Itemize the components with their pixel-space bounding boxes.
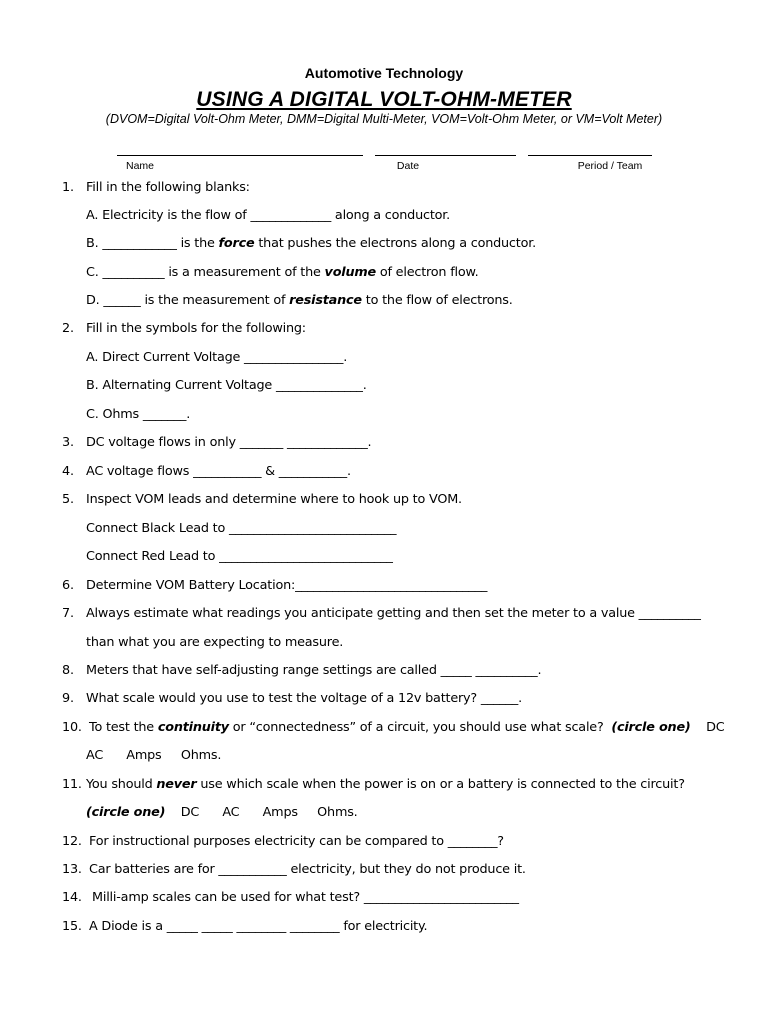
q13-number: 13. [62,862,82,877]
q1b-text [86,236,536,251]
q8-number: 8. [62,663,74,678]
q11-number: 11. [62,777,82,792]
course-title: Automotive Technology [304,65,464,81]
q4-number: 4. [62,464,74,479]
q15-number: 15. [62,919,82,934]
q10-emphasis: continuity [157,720,229,735]
q10-post: or “connectedness” of a circuit, you should use what scale? [228,720,612,735]
q2c-text: C. Ohms _______. [86,407,191,422]
q1-number: 1. [62,180,74,195]
q5-number: 5. [62,492,74,507]
q15-text: A Diode is a _____ _____ ________ ________ for electricity. [89,919,428,934]
q14-text: Milli-amp scales can be used for what test? _________________________ [92,890,519,905]
q1b-emphasis: force [218,236,255,251]
q12-number: 12. [62,834,82,849]
q1c-text [86,265,478,280]
name-line[interactable] [117,155,363,156]
worksheet-subtitle: (DVOM=Digital Volt-Ohm Meter, DMM=Digital Multi-Meter, VOM=Volt-Ohm Meter, or VM=Volt Meter) [105,112,663,126]
name-caption: Name [125,160,154,172]
q10-options: AC Amps Ohms. [86,748,222,763]
q10-number: 10. [62,720,82,735]
date-caption: Date [396,160,420,172]
q1d-emphasis: resistance [289,293,362,308]
q1d-text [86,293,513,308]
q3-text: DC voltage flows in only _______ _____________. [86,435,372,450]
q11-text [86,777,685,792]
q2-number: 2. [62,321,74,336]
q1d-pre: D. ______ is the measurement of [86,293,290,308]
q1b-post: that pushes the electrons along a conductor. [254,236,536,251]
q1a-text: A. Electricity is the flow of _____________ along a conductor. [86,208,451,223]
period-team-line[interactable] [528,155,652,156]
q10-text [89,720,724,735]
q1b-pre: B. ____________ is the [86,236,219,251]
q2a-text: A. Direct Current Voltage ________________. [86,350,348,365]
q1d-post: to the flow of electrons. [361,293,513,308]
period-team-caption: Period / Team [577,160,643,172]
q5b-text: Connect Red Lead to ____________________________ [86,549,393,564]
q2b-text: B. Alternating Current Voltage ______________. [86,378,367,393]
q4-text: AC voltage flows ___________ & ___________. [86,464,351,479]
q5a-text: Connect Black Lead to ___________________________ [86,521,397,536]
q11-options [86,805,358,820]
q11-pre: You should [86,777,157,792]
date-line[interactable] [375,155,516,156]
q14-number: 14. [62,890,82,905]
q11-options-text: DC AC Amps Ohms. [165,805,358,820]
q1c-pre: C. __________ is a measurement of the [86,265,325,280]
q11-emphasis: never [156,777,197,792]
q11-post: use which scale when the power is on or a battery is connected to the circuit? [196,777,685,792]
q13-text: Car batteries are for ___________ electricity, but they do not produce it. [89,862,526,877]
q7-text: Always estimate what readings you anticipate getting and then set the meter to a value __________ [86,606,701,621]
q11-circle-one: (circle one) [86,805,166,820]
q5-text: Inspect VOM leads and determine where to hook up to VOM. [86,492,462,507]
q2-text: Fill in the symbols for the following: [86,321,306,336]
q10-pre: To test the [89,720,158,735]
q1-text: Fill in the following blanks: [86,180,250,195]
q10-circle-one: (circle one) [611,720,691,735]
q8-text: Meters that have self-adjusting range settings are called _____ __________. [86,663,542,678]
worksheet-title: USING A DIGITAL VOLT-OHM-METER [196,88,572,111]
q12-text: For instructional purposes electricity can be compared to ________? [89,834,504,849]
q7-number: 7. [62,606,74,621]
q9-number: 9. [62,691,74,706]
q3-number: 3. [62,435,74,450]
q7-continuation: than what you are expecting to measure. [86,635,344,650]
q10-post2: DC [690,720,725,735]
q9-text: What scale would you use to test the voltage of a 12v battery? ______. [86,691,522,706]
q1c-post: of electron flow. [376,265,479,280]
q1c-emphasis: volume [324,265,376,280]
q6-number: 6. [62,578,74,593]
q6-text: Determine VOM Battery Location:_______________________________ [86,578,488,593]
